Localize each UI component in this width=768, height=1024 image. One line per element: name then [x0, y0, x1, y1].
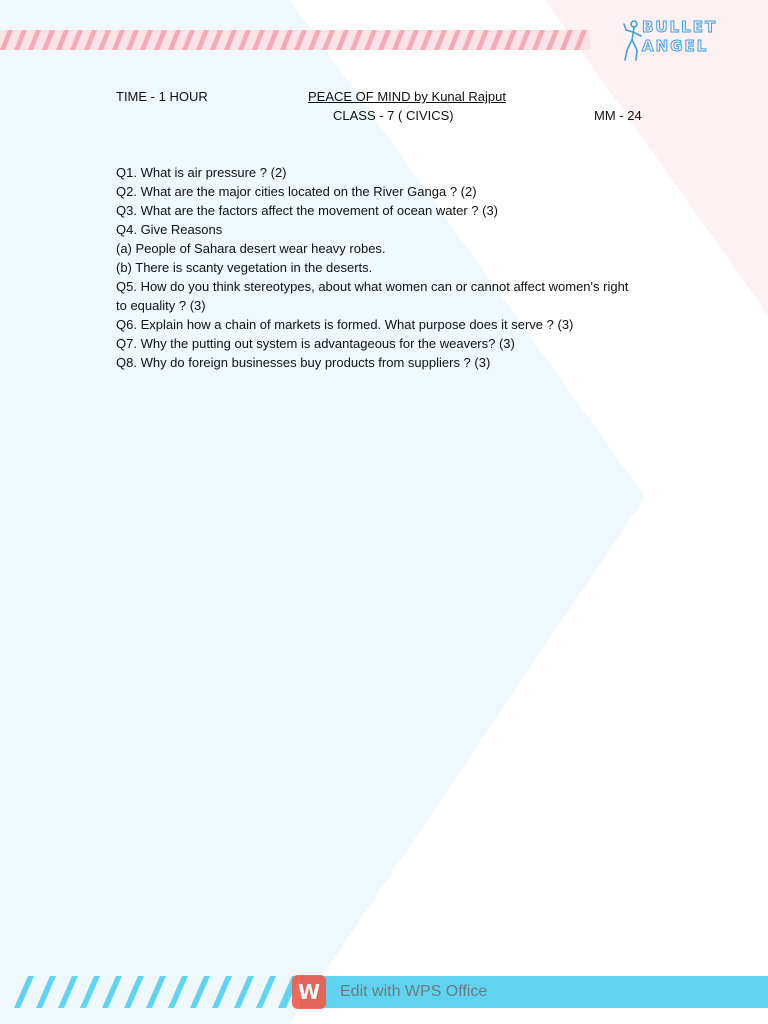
wps-edit-label: Edit with WPS Office: [340, 983, 488, 1000]
question-line: Q2. What are the major cities located on the River Ganga ? (2): [116, 184, 477, 199]
exam-time: TIME - 1 HOUR: [116, 89, 208, 104]
question-line: Q4. Give Reasons: [116, 222, 223, 237]
exam-title: PEACE OF MIND by Kunal Rajput: [308, 89, 506, 104]
question-line: Q6. Explain how a chain of markets is formed. What purpose does it serve ? (3): [116, 317, 574, 332]
header-stripe-band: [0, 30, 590, 50]
max-marks: MM - 24: [594, 108, 642, 123]
wps-logo-icon: W: [292, 975, 326, 1009]
logo-line-1: BULLET: [642, 18, 718, 36]
logo-wordmark: [642, 18, 734, 56]
question-line: (b) There is scanty vegetation in the deserts.: [116, 260, 373, 275]
logo-line-2: ANGEL: [642, 37, 709, 55]
wps-office-watermark[interactable]: [292, 975, 487, 1009]
exam-class: CLASS - 7 ( CIVICS): [333, 108, 454, 123]
question-line: Q8. Why do foreign businesses buy products from suppliers ? (3): [116, 355, 491, 370]
bullet-angel-logo: [622, 18, 734, 64]
runner-figure-icon: [622, 20, 644, 62]
question-line: to equality ? (3): [116, 298, 206, 313]
question-line: Q7. Why the putting out system is advantageous for the weavers? (3): [116, 336, 515, 351]
question-line: (a) People of Sahara desert wear heavy robes.: [116, 241, 386, 256]
question-line: Q3. What are the factors affect the movement of ocean water ? (3): [116, 203, 499, 218]
question-list: [116, 163, 661, 372]
question-line: Q5. How do you think stereotypes, about what women can or cannot affect women's right: [116, 279, 629, 294]
question-line: Q1. What is air pressure ? (2): [116, 165, 287, 180]
